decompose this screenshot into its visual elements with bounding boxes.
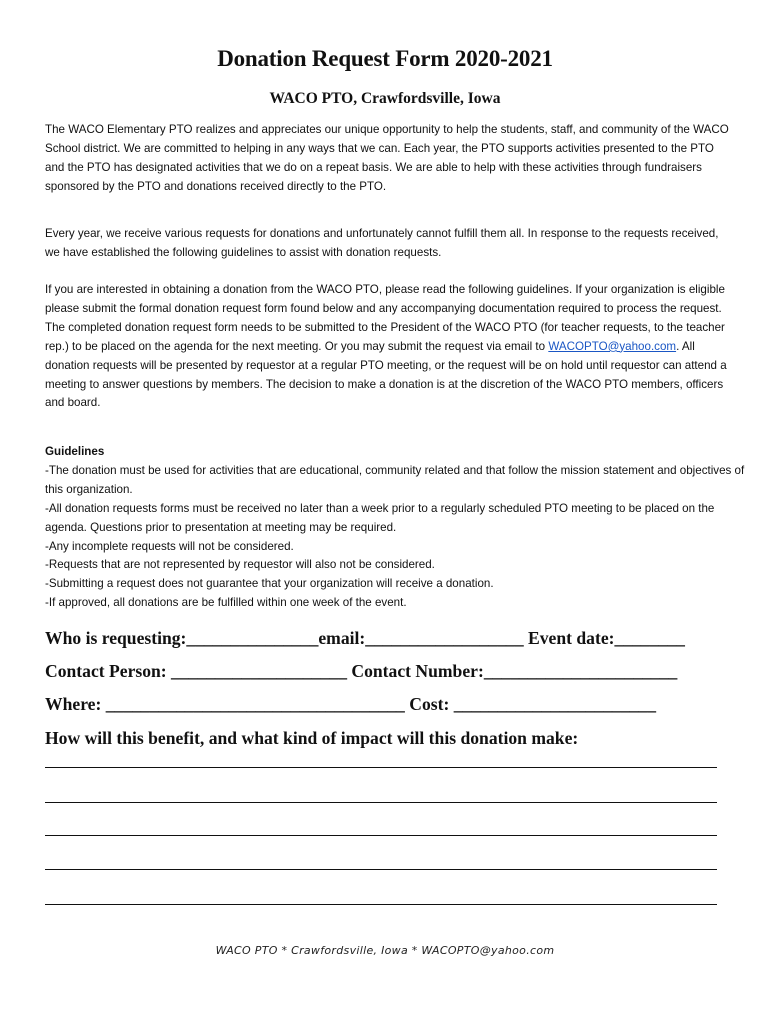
where-cost-fields[interactable]: Where: __________________________________ Cost: _______________________ [45,694,657,714]
guideline-item: -The donation must be used for activities that are educational, community related and that follow the mission statement and objectives of this organization. [45,463,745,496]
guideline-item: -All donation requests forms must be received no later than a week prior to a regularly scheduled PTO meeting to be placed on the agenda. Questions prior to presentation at meeting may be required. [45,501,715,534]
guideline-item: -Requests that are not represented by requestor will also not be considered. [45,558,435,572]
answer-line[interactable] [45,767,717,768]
paragraph-text: If you are interested in obtaining a donation from the WACO PTO, please read the following guidelines. If your organization is eligible please submit the formal donation request form found below and any accompanying documentation required to process the request. The completed donation request form needs to be submitted to the President of the WACO PTO (for teacher requests, to the teacher rep.) to be placed on the agenda for the next meeting. Or you may submit the request via email to [45,283,725,353]
page-footer: WACO PTO * Crawfordsville, Iowa * WACOPTO@yahoo.com [215,944,555,957]
answer-line[interactable] [45,835,717,836]
guideline-item: -Any incomplete requests will not be considered. [45,539,294,553]
guideline-item: -If approved, all donations are be fulfilled within one week of the event. [45,596,407,610]
answer-line[interactable] [45,869,717,870]
impact-question: How will this benefit, and what kind of impact will this donation make: [45,728,579,748]
requester-email-date-fields[interactable]: Who is requesting:_______________email:__________________ Event date:________ [45,628,685,648]
answer-line[interactable] [45,802,717,803]
intro-paragraph-3 [45,281,735,413]
contact-fields[interactable]: Contact Person: ____________________ Contact Number:______________________ [45,661,678,681]
guidelines-heading: Guidelines [45,445,105,458]
guideline-item: -Submitting a request does not guarantee that your organization will receive a donation. [45,577,494,591]
page-title: Donation Request Form 2020-2021 [217,46,553,71]
intro-paragraph-1: The WACO Elementary PTO realizes and appreciates our unique opportunity to help the students, staff, and community of the WACO School district. We are committed to helping in any ways that we can. Each year, the PTO supports activities presented to the PTO and the PTO has designated activities that we do on a repeat basis. We are able to help with these activities through fundraisers sponsored by the PTO and donations received directly to the PTO. [45,123,729,193]
email-link[interactable]: WACOPTO@yahoo.com [548,339,677,353]
guidelines-section [45,443,745,613]
paragraph-text: . All donation requests will be presented by requestor at a regular PTO meeting, or the request will be on hold until requestor can attend a meeting to answer questions by members. The decision to make a donation is at the discretion of the WACO PTO members, officers and board. [45,339,727,410]
answer-line[interactable] [45,904,717,905]
page-subtitle: WACO PTO, Crawfordsville, Iowa [269,90,501,107]
intro-paragraph-2: Every year, we receive various requests for donations and unfortunately cannot fulfill them all. In response to the requests received, we have established the following guidelines to assist with donation requests. [45,227,719,259]
